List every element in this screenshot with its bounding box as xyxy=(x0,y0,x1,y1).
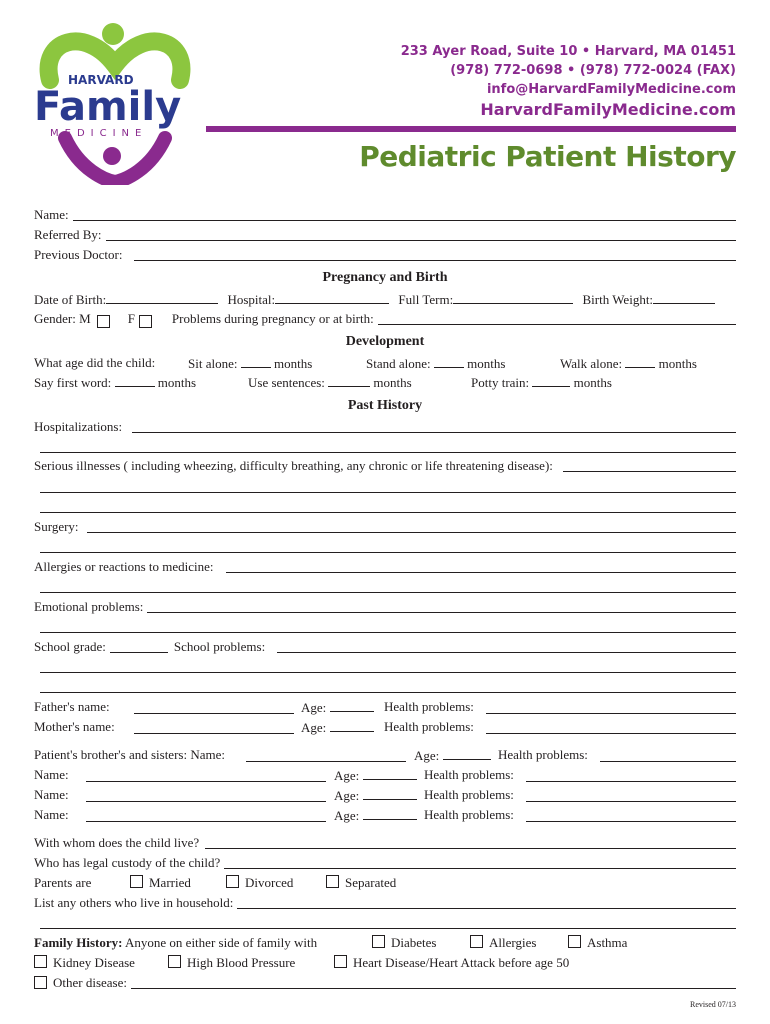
referred-field[interactable] xyxy=(106,227,736,241)
married-checkbox[interactable] xyxy=(130,875,143,888)
others-label: List any others who live in household: xyxy=(34,895,234,910)
age-label: Age: xyxy=(334,788,360,803)
divorced-label: Divorced xyxy=(245,875,294,890)
name-label: Name: xyxy=(34,807,69,822)
gender-f-checkbox[interactable] xyxy=(139,315,152,328)
development-row-2 xyxy=(34,373,736,391)
sibling-age-field[interactable] xyxy=(363,806,417,820)
kidney-checkbox[interactable] xyxy=(34,955,47,968)
mother-age-field[interactable] xyxy=(330,718,374,732)
potty-field[interactable] xyxy=(532,373,570,387)
kidney-label: Kidney Disease xyxy=(53,955,135,970)
mother-label: Mother's name: xyxy=(34,719,115,734)
heart-disease-label: Heart Disease/Heart Attack before age 50 xyxy=(353,955,570,970)
others-row xyxy=(34,894,736,912)
emotional-row xyxy=(34,598,736,616)
referred-row xyxy=(34,226,736,244)
father-label: Father's name: xyxy=(34,699,110,714)
father-name-field[interactable] xyxy=(134,700,294,714)
family-history-label: Family History: xyxy=(34,935,123,950)
blank-line[interactable] xyxy=(40,452,736,453)
other-disease-checkbox[interactable] xyxy=(34,976,47,989)
custody-row xyxy=(34,854,736,872)
dob-label: Date of Birth: xyxy=(34,292,107,307)
website-link[interactable]: HarvardFamilyMedicine.com xyxy=(480,100,736,119)
gender-f-label: F xyxy=(127,311,135,326)
hospital-field[interactable] xyxy=(275,290,389,304)
blank-line[interactable] xyxy=(40,632,736,633)
walk-label: Walk alone: xyxy=(560,356,623,371)
other-disease-field[interactable] xyxy=(131,975,736,989)
section-development: Development xyxy=(345,334,425,349)
father-row xyxy=(34,698,736,716)
heart-disease-checkbox[interactable] xyxy=(334,955,347,968)
asthma-checkbox[interactable] xyxy=(568,935,581,948)
potty-label: Potty train: xyxy=(471,375,530,390)
logo-bottom-text: MEDICINE xyxy=(50,128,148,139)
blank-line[interactable] xyxy=(40,592,736,593)
sit-label: Sit alone: xyxy=(188,356,238,371)
problems-field[interactable] xyxy=(378,311,736,325)
siblings-row xyxy=(34,746,736,764)
surgery-row xyxy=(34,518,736,536)
stand-label: Stand alone: xyxy=(366,356,431,371)
birth-weight-field[interactable] xyxy=(653,290,715,304)
health-label: Health problems: xyxy=(424,767,514,782)
what-age-label: What age did the child: xyxy=(34,355,156,370)
family-history-row xyxy=(34,934,736,952)
asthma-label: Asthma xyxy=(587,935,628,950)
logo-top-text: HARVARD xyxy=(68,73,134,87)
other-disease-row xyxy=(34,974,736,992)
blank-line[interactable] xyxy=(40,672,736,673)
name-field[interactable] xyxy=(73,207,736,221)
blank-line[interactable] xyxy=(40,928,736,929)
separated-label: Separated xyxy=(345,875,397,890)
section-past-history: Past History xyxy=(347,398,423,413)
health-label: Health problems: xyxy=(384,719,474,734)
gender-label: Gender: M xyxy=(34,311,91,326)
school-grade-field[interactable] xyxy=(110,639,168,653)
serious-field[interactable] xyxy=(563,458,736,472)
custody-field[interactable] xyxy=(224,855,736,869)
sentences-field[interactable] xyxy=(328,373,370,387)
mother-health-field[interactable] xyxy=(486,720,736,734)
dob-row xyxy=(34,290,736,308)
other-disease-label: Other disease: xyxy=(53,975,128,990)
full-term-label: Full Term: xyxy=(398,292,454,307)
name-row xyxy=(34,206,736,224)
sibling-name-field[interactable] xyxy=(86,808,326,822)
age-label: Age: xyxy=(414,748,440,763)
sibling-row xyxy=(34,786,736,804)
gender-m-checkbox[interactable] xyxy=(97,315,110,328)
problems-label: Problems during pregnancy or at birth: xyxy=(171,311,374,326)
allergies-history-label: Allergies xyxy=(489,935,537,950)
school-row xyxy=(34,638,736,656)
health-label: Health problems: xyxy=(424,787,514,802)
allergies-field[interactable] xyxy=(226,559,736,573)
custody-label: Who has legal custody of the child? xyxy=(34,855,221,870)
hospitalizations-row xyxy=(34,418,736,436)
married-label: Married xyxy=(149,875,191,890)
serious-row xyxy=(34,457,736,475)
development-row-1 xyxy=(34,354,736,372)
referred-label: Referred By: xyxy=(34,227,102,242)
address: 233 Ayer Road, Suite 10 • Harvard, MA 01451 xyxy=(400,44,736,59)
months-text: months xyxy=(373,375,412,390)
months-text: months xyxy=(157,375,197,390)
previous-doctor-field[interactable] xyxy=(134,247,736,261)
sibling-row xyxy=(34,806,736,824)
age-label: Age: xyxy=(334,808,360,823)
revision-note: Revised 07/13 xyxy=(690,1000,736,1009)
diabetes-checkbox[interactable] xyxy=(372,935,385,948)
diabetes-label: Diabetes xyxy=(391,935,437,950)
emotional-field[interactable] xyxy=(147,599,736,613)
sit-field[interactable] xyxy=(241,354,271,368)
others-field[interactable] xyxy=(237,895,736,909)
section-pregnancy: Pregnancy and Birth xyxy=(322,270,448,285)
phone: (978) 772-0698 • (978) 772-0024 (FAX) xyxy=(450,63,736,78)
blank-line[interactable] xyxy=(40,552,736,553)
age-label: Age: xyxy=(301,720,327,735)
full-term-field[interactable] xyxy=(453,290,573,304)
sibling-name-field[interactable] xyxy=(86,788,326,802)
birth-weight-label: Birth Weight: xyxy=(582,292,654,307)
months-text: months xyxy=(573,375,612,390)
sibling-name-field[interactable] xyxy=(86,768,326,782)
school-problems-field[interactable] xyxy=(277,639,736,653)
age-label: Age: xyxy=(301,700,327,715)
parents-row xyxy=(34,874,736,892)
sibling-age-field[interactable] xyxy=(443,746,491,760)
divorced-checkbox[interactable] xyxy=(226,875,239,888)
surgery-field[interactable] xyxy=(87,519,736,533)
with-whom-label: With whom does the child live? xyxy=(34,835,200,850)
health-label: Health problems: xyxy=(498,747,588,762)
sibling-age-field[interactable] xyxy=(363,786,417,800)
hospital-label: Hospital: xyxy=(227,292,276,307)
hospitalizations-label: Hospitalizations: xyxy=(34,419,123,434)
allergies-label: Allergies or reactions to medicine: xyxy=(34,559,214,574)
blank-line[interactable] xyxy=(40,512,736,513)
serious-label: Serious illnesses ( including wheezing, difficulty breathing, any chronic or life threatening disease): xyxy=(34,458,553,473)
header-divider xyxy=(206,126,736,132)
school-problems-label: School problems: xyxy=(173,639,266,654)
dob-field[interactable] xyxy=(106,290,218,304)
previous-doctor-row xyxy=(34,246,736,264)
siblings-label: Patient's brother's and sisters: Name: xyxy=(34,747,225,762)
name-label: Name: xyxy=(34,787,69,802)
father-health-field[interactable] xyxy=(486,700,736,714)
sibling-health-field[interactable] xyxy=(526,768,736,782)
months-text: months xyxy=(273,356,313,371)
mother-name-field[interactable] xyxy=(134,720,294,734)
mother-row xyxy=(34,718,736,736)
blood-pressure-label: High Blood Pressure xyxy=(187,955,296,970)
months-text: months xyxy=(467,356,506,371)
blank-line[interactable] xyxy=(40,692,736,693)
emotional-label: Emotional problems: xyxy=(34,599,144,614)
surgery-label: Surgery: xyxy=(34,519,79,534)
hospitalizations-field[interactable] xyxy=(132,419,736,433)
blood-pressure-checkbox[interactable] xyxy=(168,955,181,968)
family-history-row-2 xyxy=(34,954,736,972)
walk-field[interactable] xyxy=(625,354,655,368)
father-age-field[interactable] xyxy=(330,698,374,712)
name-label: Name: xyxy=(34,767,69,782)
health-label: Health problems: xyxy=(384,699,474,714)
parents-are-label: Parents are xyxy=(34,875,92,890)
age-label: Age: xyxy=(334,768,360,783)
sibling-health-field[interactable] xyxy=(600,748,736,762)
separated-checkbox[interactable] xyxy=(326,875,339,888)
months-text: months xyxy=(658,356,697,371)
previous-doctor-label: Previous Doctor: xyxy=(34,247,123,262)
gender-row xyxy=(34,310,736,328)
with-whom-field[interactable] xyxy=(205,835,736,849)
sibling-age-field[interactable] xyxy=(363,766,417,780)
sibling-row xyxy=(34,766,736,784)
first-word-label: Say first word: xyxy=(34,375,112,390)
logo-main-text: Family xyxy=(34,84,182,130)
sibling-health-field[interactable] xyxy=(526,808,736,822)
family-history-desc: Anyone on either side of family with xyxy=(125,935,318,950)
blank-line[interactable] xyxy=(40,492,736,493)
school-grade-label: School grade: xyxy=(34,639,106,654)
name-label: Name: xyxy=(34,207,69,222)
health-label: Health problems: xyxy=(424,807,514,822)
stand-field[interactable] xyxy=(434,354,464,368)
page-title: Pediatric Patient History xyxy=(359,140,736,173)
allergies-checkbox[interactable] xyxy=(470,935,483,948)
with-whom-row xyxy=(34,834,736,852)
allergies-row xyxy=(34,558,736,576)
email-link[interactable]: info@HarvardFamilyMedicine.com xyxy=(486,82,736,97)
sibling-name-field[interactable] xyxy=(246,748,406,762)
harvard-family-medicine-logo xyxy=(30,20,200,185)
sentences-label: Use sentences: xyxy=(248,375,325,390)
first-word-field[interactable] xyxy=(115,373,155,387)
sibling-health-field[interactable] xyxy=(526,788,736,802)
contact-block xyxy=(401,42,736,121)
